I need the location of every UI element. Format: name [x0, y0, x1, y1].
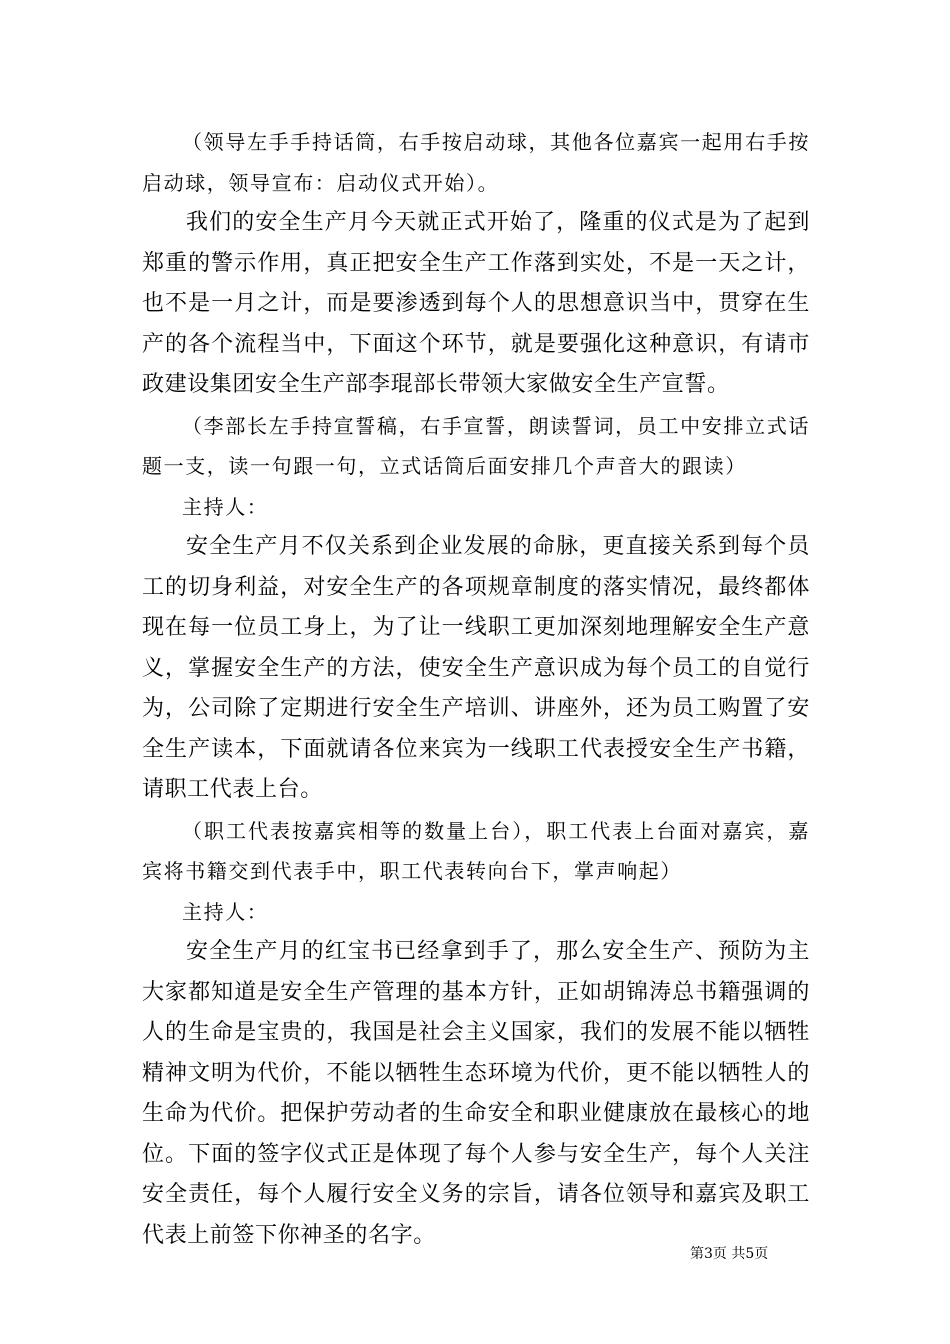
stage-direction-paragraph: （领导左手手持话筒，右手按启动球，其他各位嘉宾一起用右手按启动球，领导宣布：启动仪式开始）。: [142, 130, 810, 195]
page-label-suffix: 页: [754, 1246, 769, 1262]
page-label-middle: 页 共: [712, 1246, 746, 1262]
stage-direction-paragraph: （职工代表按嘉宾相等的数量上台），职工代表上台面对嘉宾，嘉宾将书籍交到代表手中，职工代表转向台下，掌声响起）: [142, 818, 810, 883]
document-body: [142, 122, 810, 1256]
speaker-label: 主持人：: [182, 494, 269, 519]
speech-paragraph: 安全生产月的红宝书已经拿到手了，那么安全生产、预防为主大家都知道是安全生产管理的基本方针，正如胡锦涛总书籍强调的人的生命是宝贵的，我国是社会主义国家，我们的发展不能以牺牲精神文明为代价，不能以牺牲生态环境为代价，更不能以牺牲人的生命为代价。把保护劳动者的生命安全和职业健康放在最核心的地位。下面的签字仪式正是体现了每个人参与安全生产，每个人关注安全责任，每个人履行安全义务的宗旨，请各位领导和嘉宾及职工代表上前签下你神圣的名字。: [142, 939, 810, 1248]
stage-direction-paragraph: （李部长左手持宣誓稿，右手宣誓，朗读誓词，员工中安排立式话题一支，读一句跟一句，立式话筒后面安排几个声音大的跟读）: [142, 413, 810, 478]
total-pages-number: 5: [745, 1246, 755, 1262]
speech-paragraph: 安全生产月不仅关系到企业发展的命脉，更直接关系到每个员工的切身利益，对安全生产的各项规章制度的落实情况，最终都体现在每一位员工身上，为了让一线职工更加深刻地理解安全生产意义，掌握安全生产的方法，使安全生产意识成为每个员工的自觉行为，公司除了定期进行安全生产培训、讲座外，还为员工购置了安全生产读本，下面就请各位来宾为一线职工代表授安全生产书籍，请职工代表上台。: [142, 534, 810, 802]
page-number-footer: [690, 1245, 830, 1263]
page-label-prefix: 第: [690, 1246, 704, 1262]
speaker-label: 主持人：: [182, 899, 269, 924]
current-page-number: 3: [704, 1246, 713, 1262]
speech-paragraph: 我们的安全生产月今天就正式开始了，隆重的仪式是为了起到郑重的警示作用，真正把安全生产工作落到实处，不是一天之计，也不是一月之计，而是要渗透到每个人的思想意识当中，贯穿在生产的各个流程当中，下面这个环节，就是要强化这种意识，有请市政建设集团安全生产部李琨部长带领大家做安全生产宣誓。: [142, 210, 810, 397]
